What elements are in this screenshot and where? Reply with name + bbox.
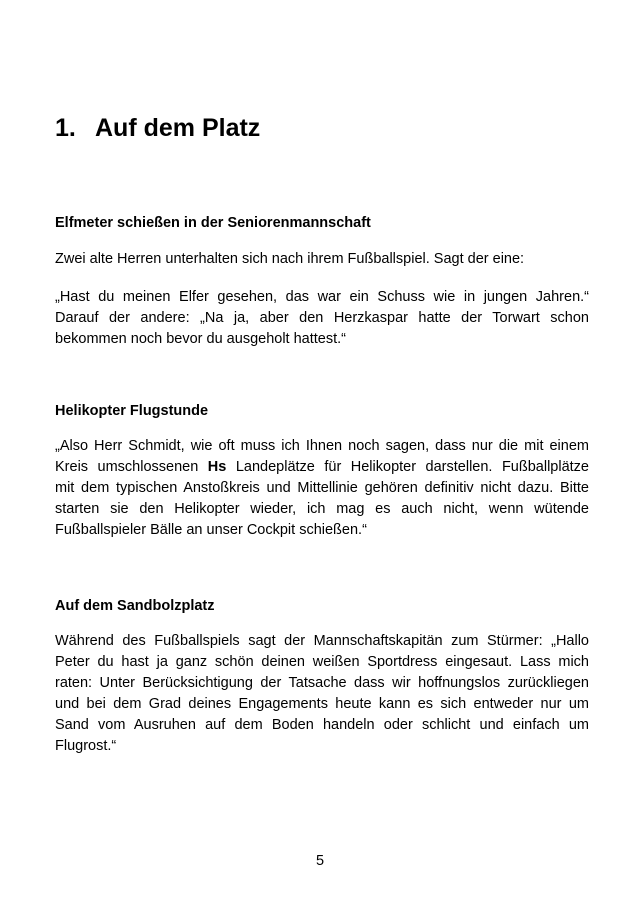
text-line: Darauf der andere: „Na ja, aber den Herzkaspar hatte der Torwart schon [55, 310, 589, 326]
text-line: Sand vom Ausruhen auf dem Boden handeln oder schlicht und einfach um [55, 717, 589, 733]
paragraph-helikopter [55, 436, 589, 541]
text-line: Zwei alte Herren unterhalten sich nach ihrem Fußballspiel. Sagt der eine: [55, 251, 525, 267]
section-heading-sandbolzplatz: Auf dem Sandbolzplatz [55, 598, 215, 614]
text-line: und bei dem Grad deines Engagements heute kann es sich entweder nur um [55, 696, 589, 712]
text-segment: Landeplätze für Helikopter darstellen. Fußballplätze [235, 459, 589, 475]
section-heading-elfmeter: Elfmeter schießen in der Seniorenmannschaft [55, 215, 371, 231]
chapter-title [55, 112, 260, 144]
text-line: Während des Fußballspiels sagt der Mannschaftskapitän zum Stürmer: „Hallo [55, 633, 589, 649]
text-line: „Hast du meinen Elfer gesehen, das war ein Schuss wie in jungen Jahren.“ [55, 289, 589, 305]
text-line: raten: Unter Berücksichtigung der Tatsache dass wir hoffnungslos zurückliegen [55, 675, 589, 691]
paragraph-elfmeter-dialogue [55, 287, 589, 350]
chapter-number: 1. [55, 114, 76, 142]
text-line: Flugrost.“ [55, 738, 117, 754]
text-line [55, 457, 589, 478]
text-line: bekommen noch bevor du ausgeholt hattest.“ [55, 331, 346, 347]
bold-hs: Hs [207, 459, 227, 475]
chapter-title-text: Auf dem Platz [95, 114, 261, 142]
text-line: Fußballspieler Bälle an unser Cockpit schießen.“ [55, 522, 367, 538]
text-line: starten sie den Helikopter wieder, ich mag es auch nicht, wenn wütende [55, 501, 589, 517]
paragraph-elfmeter-intro [55, 249, 589, 270]
paragraph-sandbolzplatz [55, 631, 589, 757]
text-line: Peter du hast ja ganz schön deinen weißen Sportdress eingesaut. Lass mich [55, 654, 589, 670]
text-line: mit dem typischen Anstoßkreis und Mittellinie gehören definitiv nicht dazu. Bitte [55, 480, 589, 496]
page-number: 5 [315, 853, 325, 869]
section-heading-helikopter: Helikopter Flugstunde [55, 403, 209, 419]
text-line: „Also Herr Schmidt, wie oft muss ich Ihnen noch sagen, dass nur die mit einem [55, 438, 589, 454]
text-segment: Kreis umschlossenen [55, 459, 199, 475]
